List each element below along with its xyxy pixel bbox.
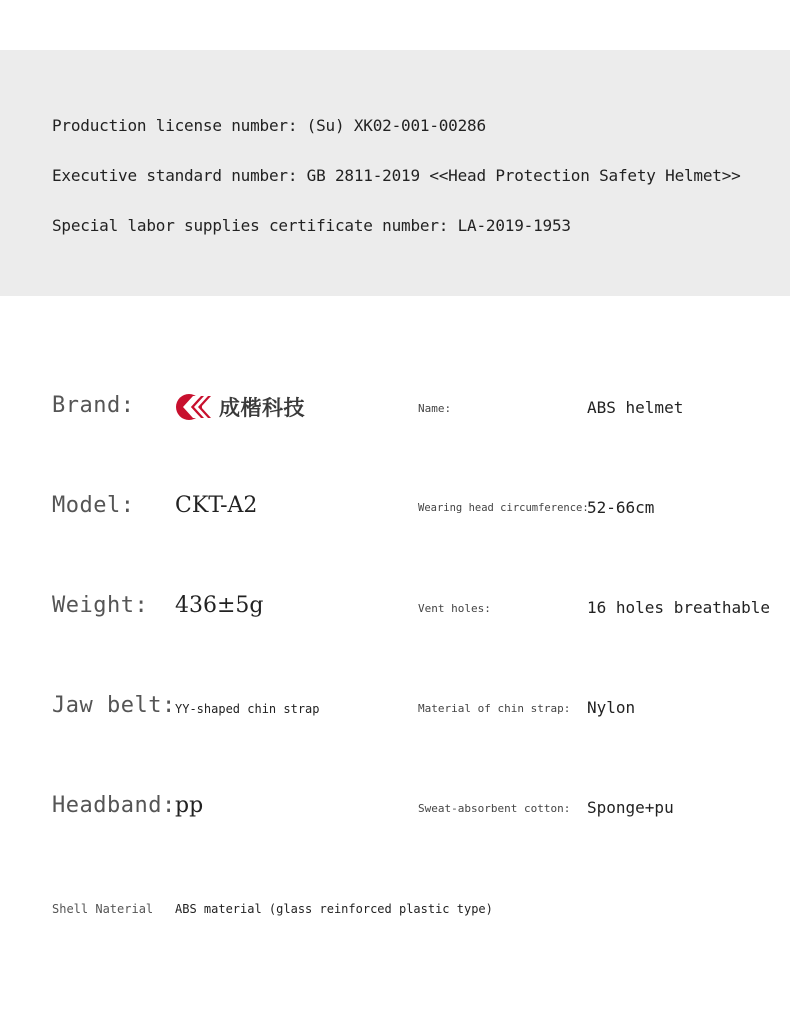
- sweat-cotton-label: Sweat-absorbent cotton:: [418, 802, 571, 815]
- production-license: Production license number: (Su) XK02-001-00286: [52, 116, 486, 135]
- vent-holes-label: Vent holes:: [418, 602, 491, 615]
- model-value: CKT-A2: [175, 493, 258, 518]
- jaw-belt-value: YY-shaped chin strap: [175, 702, 320, 716]
- model-label: Model:: [52, 493, 135, 518]
- name-label: Name:: [418, 402, 452, 415]
- head-circumference-label: Wearing head circumference:: [418, 502, 589, 514]
- labor-certificate: Special labor supplies certificate number: LA-2019-1953: [52, 216, 571, 235]
- executive-standard: Executive standard number: GB 2811-2019 <<Head Protection Safety Helmet>>: [52, 166, 741, 185]
- weight-value: 436±5g: [175, 593, 264, 618]
- headband-label: Headband:: [52, 793, 176, 818]
- shell-material-value: ABS material (glass reinforced plastic type): [175, 902, 493, 916]
- head-circumference-value: 52-66cm: [587, 498, 655, 517]
- chin-strap-material-value: Nylon: [587, 698, 636, 717]
- ck-chevron-logo-icon: [175, 392, 215, 422]
- name-value: ABS helmet: [587, 398, 684, 417]
- brand-logo: [175, 392, 305, 422]
- brand-logo-text: 成楷科技: [219, 396, 305, 420]
- chin-strap-material-label: Material of chin strap:: [418, 702, 571, 715]
- vent-holes-value: 16 holes breathable: [587, 598, 771, 617]
- sweat-cotton-value: Sponge+pu: [587, 798, 674, 817]
- brand-label: Brand:: [52, 393, 135, 418]
- shell-material-label: Shell Naterial: [52, 902, 154, 916]
- weight-label: Weight:: [52, 593, 149, 618]
- headband-value: pp: [175, 793, 204, 818]
- certification-panel: [0, 50, 790, 296]
- jaw-belt-label: Jaw belt:: [52, 693, 176, 718]
